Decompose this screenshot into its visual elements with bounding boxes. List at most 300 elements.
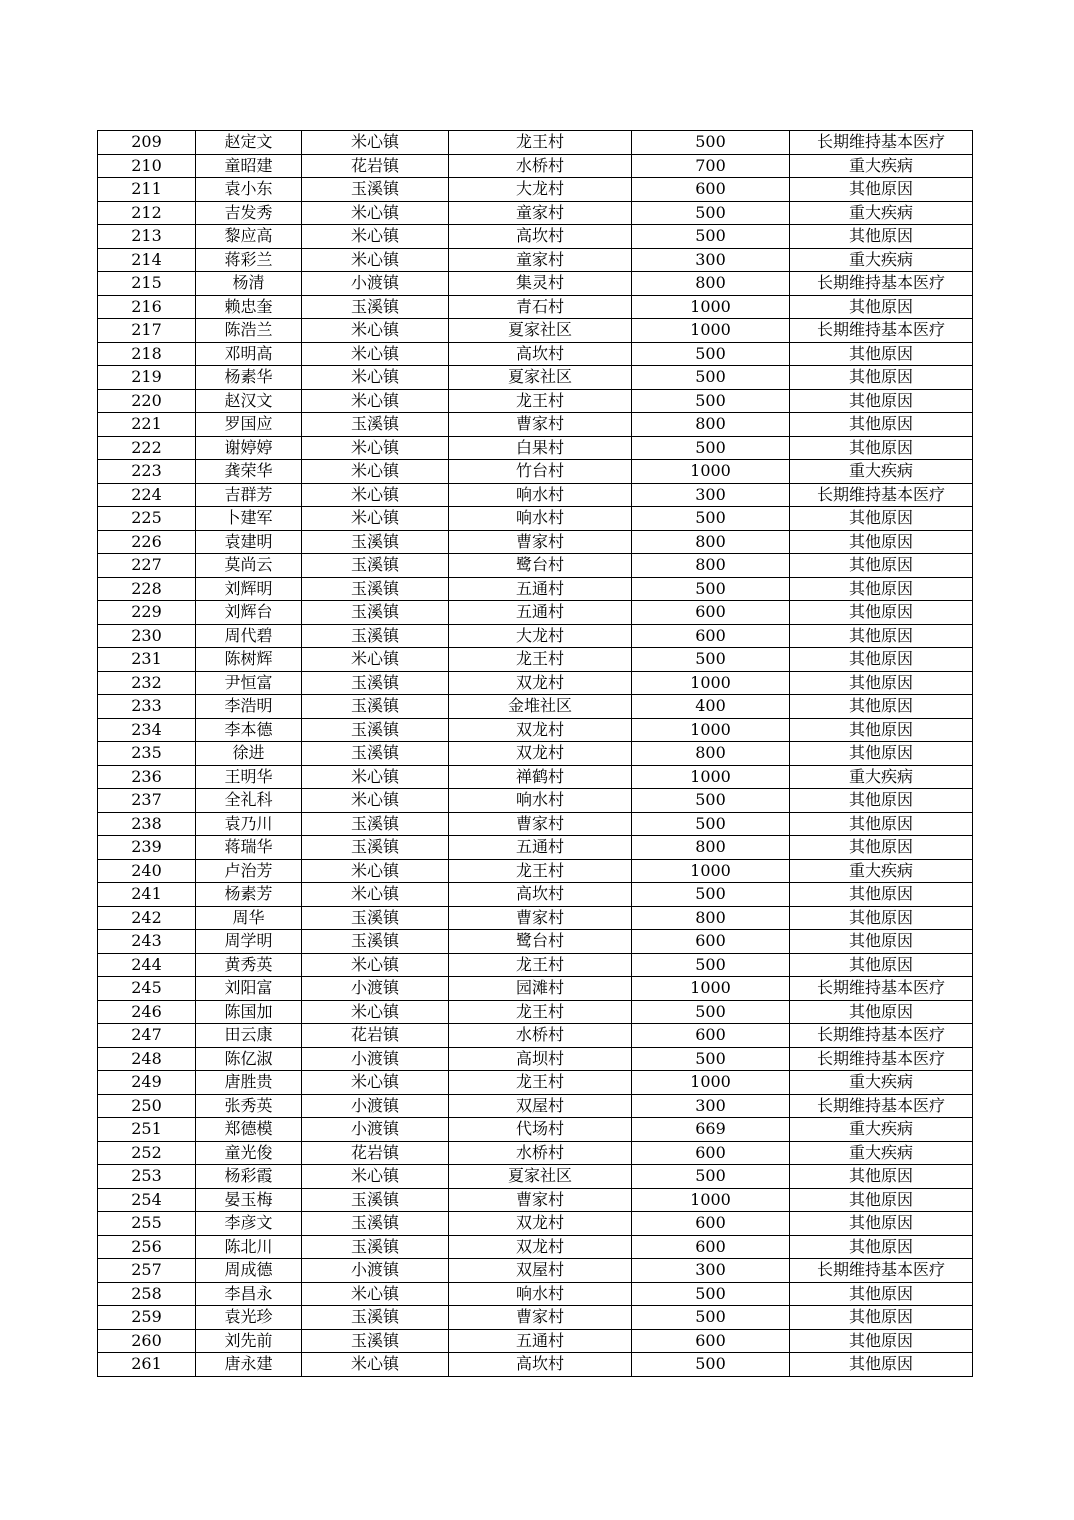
serial-number-cell: 236 xyxy=(98,765,196,789)
table-row xyxy=(98,1259,973,1283)
village-cell: 五通村 xyxy=(449,836,632,860)
town-cell: 米心镇 xyxy=(302,460,449,484)
serial-number-cell: 227 xyxy=(98,554,196,578)
amount-cell: 600 xyxy=(632,1329,790,1353)
town-cell: 米心镇 xyxy=(302,765,449,789)
table-row xyxy=(98,554,973,578)
table-row xyxy=(98,1329,973,1353)
town-cell: 玉溪镇 xyxy=(302,836,449,860)
table-row xyxy=(98,859,973,883)
village-cell: 白果村 xyxy=(449,436,632,460)
table-row xyxy=(98,953,973,977)
village-cell: 水桥村 xyxy=(449,1141,632,1165)
reason-cell: 其他原因 xyxy=(790,718,973,742)
amount-cell: 1000 xyxy=(632,1188,790,1212)
reason-cell: 其他原因 xyxy=(790,389,973,413)
amount-cell: 500 xyxy=(632,812,790,836)
serial-number-cell: 243 xyxy=(98,930,196,954)
name-cell: 刘辉台 xyxy=(196,601,302,625)
name-cell: 邓明高 xyxy=(196,342,302,366)
amount-cell: 500 xyxy=(632,1165,790,1189)
amount-cell: 500 xyxy=(632,648,790,672)
town-cell: 玉溪镇 xyxy=(302,554,449,578)
serial-number-cell: 224 xyxy=(98,483,196,507)
village-cell: 龙王村 xyxy=(449,859,632,883)
town-cell: 米心镇 xyxy=(302,883,449,907)
amount-cell: 500 xyxy=(632,342,790,366)
reason-cell: 重大疾病 xyxy=(790,154,973,178)
amount-cell: 1000 xyxy=(632,460,790,484)
town-cell: 米心镇 xyxy=(302,201,449,225)
amount-cell: 600 xyxy=(632,624,790,648)
reason-cell: 其他原因 xyxy=(790,883,973,907)
serial-number-cell: 253 xyxy=(98,1165,196,1189)
amount-cell: 1000 xyxy=(632,1071,790,1095)
amount-cell: 800 xyxy=(632,413,790,437)
reason-cell: 其他原因 xyxy=(790,930,973,954)
table-row xyxy=(98,201,973,225)
town-cell: 玉溪镇 xyxy=(302,530,449,554)
amount-cell: 1000 xyxy=(632,319,790,343)
village-cell: 夏家社区 xyxy=(449,319,632,343)
serial-number-cell: 259 xyxy=(98,1306,196,1330)
table-row xyxy=(98,577,973,601)
village-cell: 夏家社区 xyxy=(449,366,632,390)
reason-cell: 重大疾病 xyxy=(790,1118,973,1142)
village-cell: 五通村 xyxy=(449,1329,632,1353)
town-cell: 玉溪镇 xyxy=(302,1329,449,1353)
table-row xyxy=(98,1094,973,1118)
reason-cell: 其他原因 xyxy=(790,178,973,202)
amount-cell: 500 xyxy=(632,577,790,601)
serial-number-cell: 232 xyxy=(98,671,196,695)
name-cell: 吉群芳 xyxy=(196,483,302,507)
reason-cell: 重大疾病 xyxy=(790,1071,973,1095)
reason-cell: 其他原因 xyxy=(790,577,973,601)
village-cell: 高坎村 xyxy=(449,225,632,249)
amount-cell: 800 xyxy=(632,836,790,860)
table-row xyxy=(98,1306,973,1330)
village-cell: 龙王村 xyxy=(449,953,632,977)
table-row xyxy=(98,1141,973,1165)
name-cell: 杨清 xyxy=(196,272,302,296)
serial-number-cell: 229 xyxy=(98,601,196,625)
serial-number-cell: 239 xyxy=(98,836,196,860)
serial-number-cell: 252 xyxy=(98,1141,196,1165)
village-cell: 五通村 xyxy=(449,577,632,601)
village-cell: 青石村 xyxy=(449,295,632,319)
serial-number-cell: 210 xyxy=(98,154,196,178)
amount-cell: 500 xyxy=(632,131,790,155)
reason-cell: 长期维持基本医疗 xyxy=(790,319,973,343)
name-cell: 袁建明 xyxy=(196,530,302,554)
village-cell: 龙王村 xyxy=(449,648,632,672)
serial-number-cell: 237 xyxy=(98,789,196,813)
amount-cell: 500 xyxy=(632,201,790,225)
amount-cell: 1000 xyxy=(632,977,790,1001)
town-cell: 玉溪镇 xyxy=(302,812,449,836)
table-row xyxy=(98,1165,973,1189)
reason-cell: 重大疾病 xyxy=(790,859,973,883)
name-cell: 黄秀英 xyxy=(196,953,302,977)
reason-cell: 长期维持基本医疗 xyxy=(790,483,973,507)
name-cell: 李彦文 xyxy=(196,1212,302,1236)
serial-number-cell: 222 xyxy=(98,436,196,460)
table-row xyxy=(98,507,973,531)
town-cell: 玉溪镇 xyxy=(302,601,449,625)
serial-number-cell: 216 xyxy=(98,295,196,319)
serial-number-cell: 258 xyxy=(98,1282,196,1306)
village-cell: 龙王村 xyxy=(449,1071,632,1095)
serial-number-cell: 260 xyxy=(98,1329,196,1353)
serial-number-cell: 231 xyxy=(98,648,196,672)
reason-cell: 其他原因 xyxy=(790,695,973,719)
name-cell: 刘阳富 xyxy=(196,977,302,1001)
amount-cell: 600 xyxy=(632,1141,790,1165)
amount-cell: 500 xyxy=(632,366,790,390)
reason-cell: 长期维持基本医疗 xyxy=(790,1259,973,1283)
reason-cell: 长期维持基本医疗 xyxy=(790,131,973,155)
reason-cell: 其他原因 xyxy=(790,812,973,836)
reason-cell: 其他原因 xyxy=(790,1353,973,1377)
amount-cell: 500 xyxy=(632,789,790,813)
name-cell: 赵定文 xyxy=(196,131,302,155)
reason-cell: 其他原因 xyxy=(790,789,973,813)
town-cell: 米心镇 xyxy=(302,1165,449,1189)
reason-cell: 其他原因 xyxy=(790,1306,973,1330)
town-cell: 花岩镇 xyxy=(302,1024,449,1048)
town-cell: 玉溪镇 xyxy=(302,1306,449,1330)
amount-cell: 500 xyxy=(632,1282,790,1306)
serial-number-cell: 220 xyxy=(98,389,196,413)
amount-cell: 800 xyxy=(632,554,790,578)
amount-cell: 800 xyxy=(632,272,790,296)
serial-number-cell: 213 xyxy=(98,225,196,249)
reason-cell: 其他原因 xyxy=(790,1282,973,1306)
amount-cell: 300 xyxy=(632,1094,790,1118)
amount-cell: 500 xyxy=(632,883,790,907)
town-cell: 玉溪镇 xyxy=(302,624,449,648)
town-cell: 米心镇 xyxy=(302,1071,449,1095)
amount-cell: 500 xyxy=(632,225,790,249)
name-cell: 郑德模 xyxy=(196,1118,302,1142)
table-row xyxy=(98,1212,973,1236)
serial-number-cell: 248 xyxy=(98,1047,196,1071)
serial-number-cell: 211 xyxy=(98,178,196,202)
village-cell: 高坎村 xyxy=(449,1353,632,1377)
name-cell: 周成德 xyxy=(196,1259,302,1283)
reason-cell: 长期维持基本医疗 xyxy=(790,977,973,1001)
serial-number-cell: 256 xyxy=(98,1235,196,1259)
village-cell: 曹家村 xyxy=(449,1306,632,1330)
village-cell: 曹家村 xyxy=(449,530,632,554)
serial-number-cell: 226 xyxy=(98,530,196,554)
name-cell: 李浩明 xyxy=(196,695,302,719)
town-cell: 米心镇 xyxy=(302,1282,449,1306)
amount-cell: 700 xyxy=(632,154,790,178)
serial-number-cell: 218 xyxy=(98,342,196,366)
name-cell: 袁小东 xyxy=(196,178,302,202)
serial-number-cell: 251 xyxy=(98,1118,196,1142)
reason-cell: 重大疾病 xyxy=(790,1141,973,1165)
name-cell: 唐胜贵 xyxy=(196,1071,302,1095)
town-cell: 玉溪镇 xyxy=(302,906,449,930)
name-cell: 童光俊 xyxy=(196,1141,302,1165)
village-cell: 曹家村 xyxy=(449,906,632,930)
town-cell: 小渡镇 xyxy=(302,1259,449,1283)
village-cell: 曹家村 xyxy=(449,413,632,437)
town-cell: 花岩镇 xyxy=(302,1141,449,1165)
amount-cell: 500 xyxy=(632,436,790,460)
amount-cell: 600 xyxy=(632,1212,790,1236)
serial-number-cell: 247 xyxy=(98,1024,196,1048)
name-cell: 唐永建 xyxy=(196,1353,302,1377)
reason-cell: 长期维持基本医疗 xyxy=(790,1094,973,1118)
name-cell: 陈北川 xyxy=(196,1235,302,1259)
serial-number-cell: 212 xyxy=(98,201,196,225)
village-cell: 五通村 xyxy=(449,601,632,625)
table-row xyxy=(98,460,973,484)
amount-cell: 600 xyxy=(632,601,790,625)
table-row xyxy=(98,483,973,507)
town-cell: 玉溪镇 xyxy=(302,577,449,601)
amount-cell: 500 xyxy=(632,507,790,531)
name-cell: 周代碧 xyxy=(196,624,302,648)
name-cell: 刘辉明 xyxy=(196,577,302,601)
village-cell: 双龙村 xyxy=(449,1212,632,1236)
town-cell: 玉溪镇 xyxy=(302,1212,449,1236)
table-row xyxy=(98,436,973,460)
table-row xyxy=(98,789,973,813)
village-cell: 金堆社区 xyxy=(449,695,632,719)
town-cell: 玉溪镇 xyxy=(302,718,449,742)
amount-cell: 600 xyxy=(632,178,790,202)
serial-number-cell: 214 xyxy=(98,248,196,272)
town-cell: 玉溪镇 xyxy=(302,1235,449,1259)
table-row xyxy=(98,366,973,390)
amount-cell: 1000 xyxy=(632,295,790,319)
reason-cell: 其他原因 xyxy=(790,530,973,554)
reason-cell: 其他原因 xyxy=(790,366,973,390)
serial-number-cell: 209 xyxy=(98,131,196,155)
serial-number-cell: 245 xyxy=(98,977,196,1001)
village-cell: 夏家社区 xyxy=(449,1165,632,1189)
town-cell: 米心镇 xyxy=(302,507,449,531)
village-cell: 双龙村 xyxy=(449,671,632,695)
name-cell: 全礼科 xyxy=(196,789,302,813)
name-cell: 杨素芳 xyxy=(196,883,302,907)
village-cell: 双龙村 xyxy=(449,742,632,766)
reason-cell: 其他原因 xyxy=(790,624,973,648)
amount-cell: 600 xyxy=(632,930,790,954)
name-cell: 蒋彩兰 xyxy=(196,248,302,272)
village-cell: 龙王村 xyxy=(449,131,632,155)
name-cell: 龚荣华 xyxy=(196,460,302,484)
serial-number-cell: 249 xyxy=(98,1071,196,1095)
village-cell: 园滩村 xyxy=(449,977,632,1001)
table-row xyxy=(98,389,973,413)
table-row xyxy=(98,930,973,954)
reason-cell: 其他原因 xyxy=(790,953,973,977)
village-cell: 鹭台村 xyxy=(449,930,632,954)
amount-cell: 600 xyxy=(632,1024,790,1048)
town-cell: 花岩镇 xyxy=(302,154,449,178)
table-row xyxy=(98,883,973,907)
table-row xyxy=(98,1000,973,1024)
town-cell: 玉溪镇 xyxy=(302,742,449,766)
reason-cell: 其他原因 xyxy=(790,342,973,366)
serial-number-cell: 240 xyxy=(98,859,196,883)
table-row xyxy=(98,248,973,272)
town-cell: 米心镇 xyxy=(302,648,449,672)
table-row xyxy=(98,131,973,155)
name-cell: 徐进 xyxy=(196,742,302,766)
village-cell: 童家村 xyxy=(449,201,632,225)
amount-cell: 400 xyxy=(632,695,790,719)
town-cell: 小渡镇 xyxy=(302,272,449,296)
name-cell: 童昭建 xyxy=(196,154,302,178)
amount-cell: 500 xyxy=(632,953,790,977)
table-row xyxy=(98,1353,973,1377)
amount-cell: 800 xyxy=(632,906,790,930)
table-row xyxy=(98,295,973,319)
serial-number-cell: 261 xyxy=(98,1353,196,1377)
serial-number-cell: 241 xyxy=(98,883,196,907)
name-cell: 罗国应 xyxy=(196,413,302,437)
reason-cell: 其他原因 xyxy=(790,906,973,930)
reason-cell: 重大疾病 xyxy=(790,248,973,272)
town-cell: 米心镇 xyxy=(302,342,449,366)
serial-number-cell: 219 xyxy=(98,366,196,390)
name-cell: 袁乃川 xyxy=(196,812,302,836)
table-row xyxy=(98,695,973,719)
table-row xyxy=(98,765,973,789)
village-cell: 高坝村 xyxy=(449,1047,632,1071)
town-cell: 小渡镇 xyxy=(302,977,449,1001)
village-cell: 响水村 xyxy=(449,1282,632,1306)
reason-cell: 其他原因 xyxy=(790,1165,973,1189)
name-cell: 田云康 xyxy=(196,1024,302,1048)
name-cell: 陈国加 xyxy=(196,1000,302,1024)
table-row xyxy=(98,1282,973,1306)
reason-cell: 其他原因 xyxy=(790,436,973,460)
town-cell: 玉溪镇 xyxy=(302,671,449,695)
town-cell: 米心镇 xyxy=(302,389,449,413)
name-cell: 赖忠奎 xyxy=(196,295,302,319)
amount-cell: 500 xyxy=(632,1047,790,1071)
table-row xyxy=(98,624,973,648)
town-cell: 米心镇 xyxy=(302,366,449,390)
amount-cell: 500 xyxy=(632,1306,790,1330)
serial-number-cell: 250 xyxy=(98,1094,196,1118)
town-cell: 小渡镇 xyxy=(302,1047,449,1071)
name-cell: 莫尚云 xyxy=(196,554,302,578)
town-cell: 米心镇 xyxy=(302,859,449,883)
village-cell: 曹家村 xyxy=(449,1188,632,1212)
village-cell: 禅鹤村 xyxy=(449,765,632,789)
table-row xyxy=(98,601,973,625)
village-cell: 响水村 xyxy=(449,789,632,813)
amount-cell: 300 xyxy=(632,248,790,272)
village-cell: 高坎村 xyxy=(449,883,632,907)
reason-cell: 其他原因 xyxy=(790,413,973,437)
name-cell: 杨彩霞 xyxy=(196,1165,302,1189)
table-row xyxy=(98,1188,973,1212)
reason-cell: 其他原因 xyxy=(790,648,973,672)
amount-cell: 500 xyxy=(632,1353,790,1377)
name-cell: 刘先前 xyxy=(196,1329,302,1353)
reason-cell: 其他原因 xyxy=(790,601,973,625)
village-cell: 双屋村 xyxy=(449,1259,632,1283)
table-row xyxy=(98,977,973,1001)
town-cell: 玉溪镇 xyxy=(302,695,449,719)
name-cell: 杨素华 xyxy=(196,366,302,390)
name-cell: 袁光珍 xyxy=(196,1306,302,1330)
serial-number-cell: 242 xyxy=(98,906,196,930)
table-row xyxy=(98,342,973,366)
name-cell: 周华 xyxy=(196,906,302,930)
amount-cell: 1000 xyxy=(632,718,790,742)
table-row xyxy=(98,178,973,202)
table-row xyxy=(98,742,973,766)
town-cell: 米心镇 xyxy=(302,789,449,813)
village-cell: 曹家村 xyxy=(449,812,632,836)
serial-number-cell: 257 xyxy=(98,1259,196,1283)
amount-cell: 800 xyxy=(632,742,790,766)
village-cell: 竹台村 xyxy=(449,460,632,484)
village-cell: 集灵村 xyxy=(449,272,632,296)
serial-number-cell: 234 xyxy=(98,718,196,742)
village-cell: 双龙村 xyxy=(449,718,632,742)
table-row xyxy=(98,1118,973,1142)
table-row xyxy=(98,1235,973,1259)
village-cell: 响水村 xyxy=(449,507,632,531)
town-cell: 米心镇 xyxy=(302,483,449,507)
town-cell: 米心镇 xyxy=(302,436,449,460)
serial-number-cell: 217 xyxy=(98,319,196,343)
name-cell: 陈浩兰 xyxy=(196,319,302,343)
village-cell: 双龙村 xyxy=(449,1235,632,1259)
village-cell: 童家村 xyxy=(449,248,632,272)
roster-table-body xyxy=(98,131,973,1377)
table-row xyxy=(98,718,973,742)
reason-cell: 其他原因 xyxy=(790,671,973,695)
name-cell: 谢婷婷 xyxy=(196,436,302,460)
town-cell: 米心镇 xyxy=(302,248,449,272)
serial-number-cell: 254 xyxy=(98,1188,196,1212)
reason-cell: 其他原因 xyxy=(790,295,973,319)
reason-cell: 其他原因 xyxy=(790,742,973,766)
village-cell: 大龙村 xyxy=(449,178,632,202)
serial-number-cell: 230 xyxy=(98,624,196,648)
town-cell: 米心镇 xyxy=(302,225,449,249)
table-row xyxy=(98,906,973,930)
serial-number-cell: 228 xyxy=(98,577,196,601)
table-row xyxy=(98,1047,973,1071)
table-row xyxy=(98,272,973,296)
village-cell: 高坎村 xyxy=(449,342,632,366)
serial-number-cell: 223 xyxy=(98,460,196,484)
serial-number-cell: 233 xyxy=(98,695,196,719)
village-cell: 龙王村 xyxy=(449,389,632,413)
amount-cell: 500 xyxy=(632,389,790,413)
serial-number-cell: 238 xyxy=(98,812,196,836)
village-cell: 代场村 xyxy=(449,1118,632,1142)
amount-cell: 300 xyxy=(632,1259,790,1283)
name-cell: 晏玉梅 xyxy=(196,1188,302,1212)
serial-number-cell: 235 xyxy=(98,742,196,766)
table-row xyxy=(98,812,973,836)
